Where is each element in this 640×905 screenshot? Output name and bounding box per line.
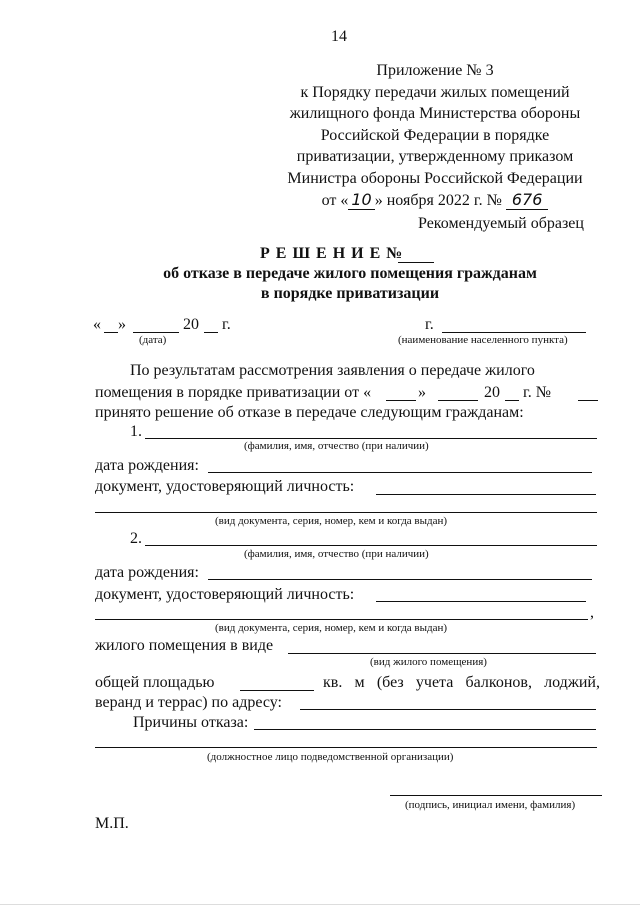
housing-type-line xyxy=(288,653,596,654)
person-1-doc-label: документ, удостоверяющий личность: xyxy=(95,478,355,495)
decision-number-line xyxy=(398,262,434,263)
application-month-line xyxy=(438,400,478,401)
decision-subtitle-2: в порядке приватизации xyxy=(260,285,440,302)
person-2-number: 2. xyxy=(130,530,142,547)
address-line xyxy=(300,709,596,710)
person-2-doc-line xyxy=(376,601,586,602)
area-label: общей площадью xyxy=(95,674,215,691)
city-hint: (наименование населенного пункта) xyxy=(398,334,568,346)
body-line-2a: помещения в порядке приватизации от « xyxy=(95,384,372,401)
person-1-birth-label: дата рождения: xyxy=(95,457,199,474)
area-rest: кв. м (без учета балконов, лоджий, xyxy=(323,674,600,691)
decision-title: Р Е Ш Е Н И Е № xyxy=(260,245,404,262)
address-label: веранд и террас) по адресу: xyxy=(95,694,282,711)
date-day-line xyxy=(104,332,118,333)
city-g: г. xyxy=(425,316,434,333)
person-2-birth-line xyxy=(208,579,592,580)
date-hint: (дата) xyxy=(139,334,167,346)
appendix-line: Приложение № 3 xyxy=(376,62,494,79)
decision-subtitle-1: об отказе в передаче жилого помещения гражданам xyxy=(163,265,537,282)
person-1-number: 1. xyxy=(130,423,142,440)
stamp-place: М.П. xyxy=(95,815,129,832)
appendix-line: приватизации, утвержденному приказом xyxy=(296,148,574,165)
person-2-doc-hint: (вид документа, серия, номер, кем и когда выдан) xyxy=(215,622,448,634)
reasons-label: Причины отказа: xyxy=(133,714,249,731)
person-1-doc-line-2 xyxy=(95,512,597,513)
official-hint: (должностное лицо подведомственной организации) xyxy=(207,751,454,763)
appendix-line: жилищного фонда Министерства обороны xyxy=(289,105,581,122)
date-year-line xyxy=(204,332,218,333)
appendix-line: Российской Федерации в порядке xyxy=(320,126,550,144)
handwritten-day: 10 xyxy=(348,190,374,210)
date-year-g: г. xyxy=(222,316,231,333)
date-close-quote: » xyxy=(118,316,126,333)
person-2-fio-hint: (фамилия, имя, отчество (при наличии) xyxy=(244,548,429,560)
application-number-line xyxy=(578,400,598,401)
housing-type-label: жилого помещения в виде xyxy=(95,637,274,654)
appendix-line: Министра обороны Российской Федерации xyxy=(287,169,583,187)
signature-line xyxy=(390,795,602,796)
date-year-prefix: 20 xyxy=(183,316,199,333)
housing-type-hint: (вид жилого помещения) xyxy=(370,656,487,668)
recommended-sample-label: Рекомендуемый образец xyxy=(418,215,584,232)
date-month-line xyxy=(133,332,179,333)
person-1-doc-hint: (вид документа, серия, номер, кем и когда выдан) xyxy=(215,515,448,527)
appendix-date-line: от « 10 » ноября 2022 г. № 676 xyxy=(270,189,600,212)
page-number: 14 xyxy=(331,28,347,45)
official-line xyxy=(95,747,597,748)
appendix-line: к Порядку передачи жилых помещений xyxy=(300,83,570,101)
person-1-fio-hint: (фамилия, имя, отчество (при наличии) xyxy=(244,440,429,452)
person-1-birth-line xyxy=(208,472,592,473)
person-2-comma: , xyxy=(590,604,594,621)
person-1-fio-line xyxy=(145,438,597,439)
date-open-quote: « xyxy=(93,316,101,333)
signature-hint: (подпись, инициал имени, фамилия) xyxy=(405,799,576,811)
application-year-line xyxy=(505,400,519,401)
person-2-doc-label: документ, удостоверяющий личность: xyxy=(95,586,355,603)
person-2-birth-label: дата рождения: xyxy=(95,564,199,581)
body-line-1: По результатам рассмотрения заявления о передаче жилого xyxy=(130,362,535,379)
person-1-doc-line xyxy=(376,494,596,495)
application-day-line xyxy=(386,400,416,401)
body-line-2c: 20 xyxy=(484,384,500,401)
reasons-line xyxy=(254,729,596,730)
area-line xyxy=(240,690,314,691)
person-2-fio-line xyxy=(145,545,597,546)
body-line-2b: » xyxy=(418,384,426,401)
city-line xyxy=(442,332,586,333)
body-line-3: принято решение об отказе в передаче следующим гражданам: xyxy=(95,404,524,421)
body-line-2d: г. № xyxy=(523,384,552,401)
appendix-block xyxy=(270,60,600,212)
handwritten-order-number: 676 xyxy=(506,190,549,210)
person-2-doc-line-2 xyxy=(95,619,588,620)
